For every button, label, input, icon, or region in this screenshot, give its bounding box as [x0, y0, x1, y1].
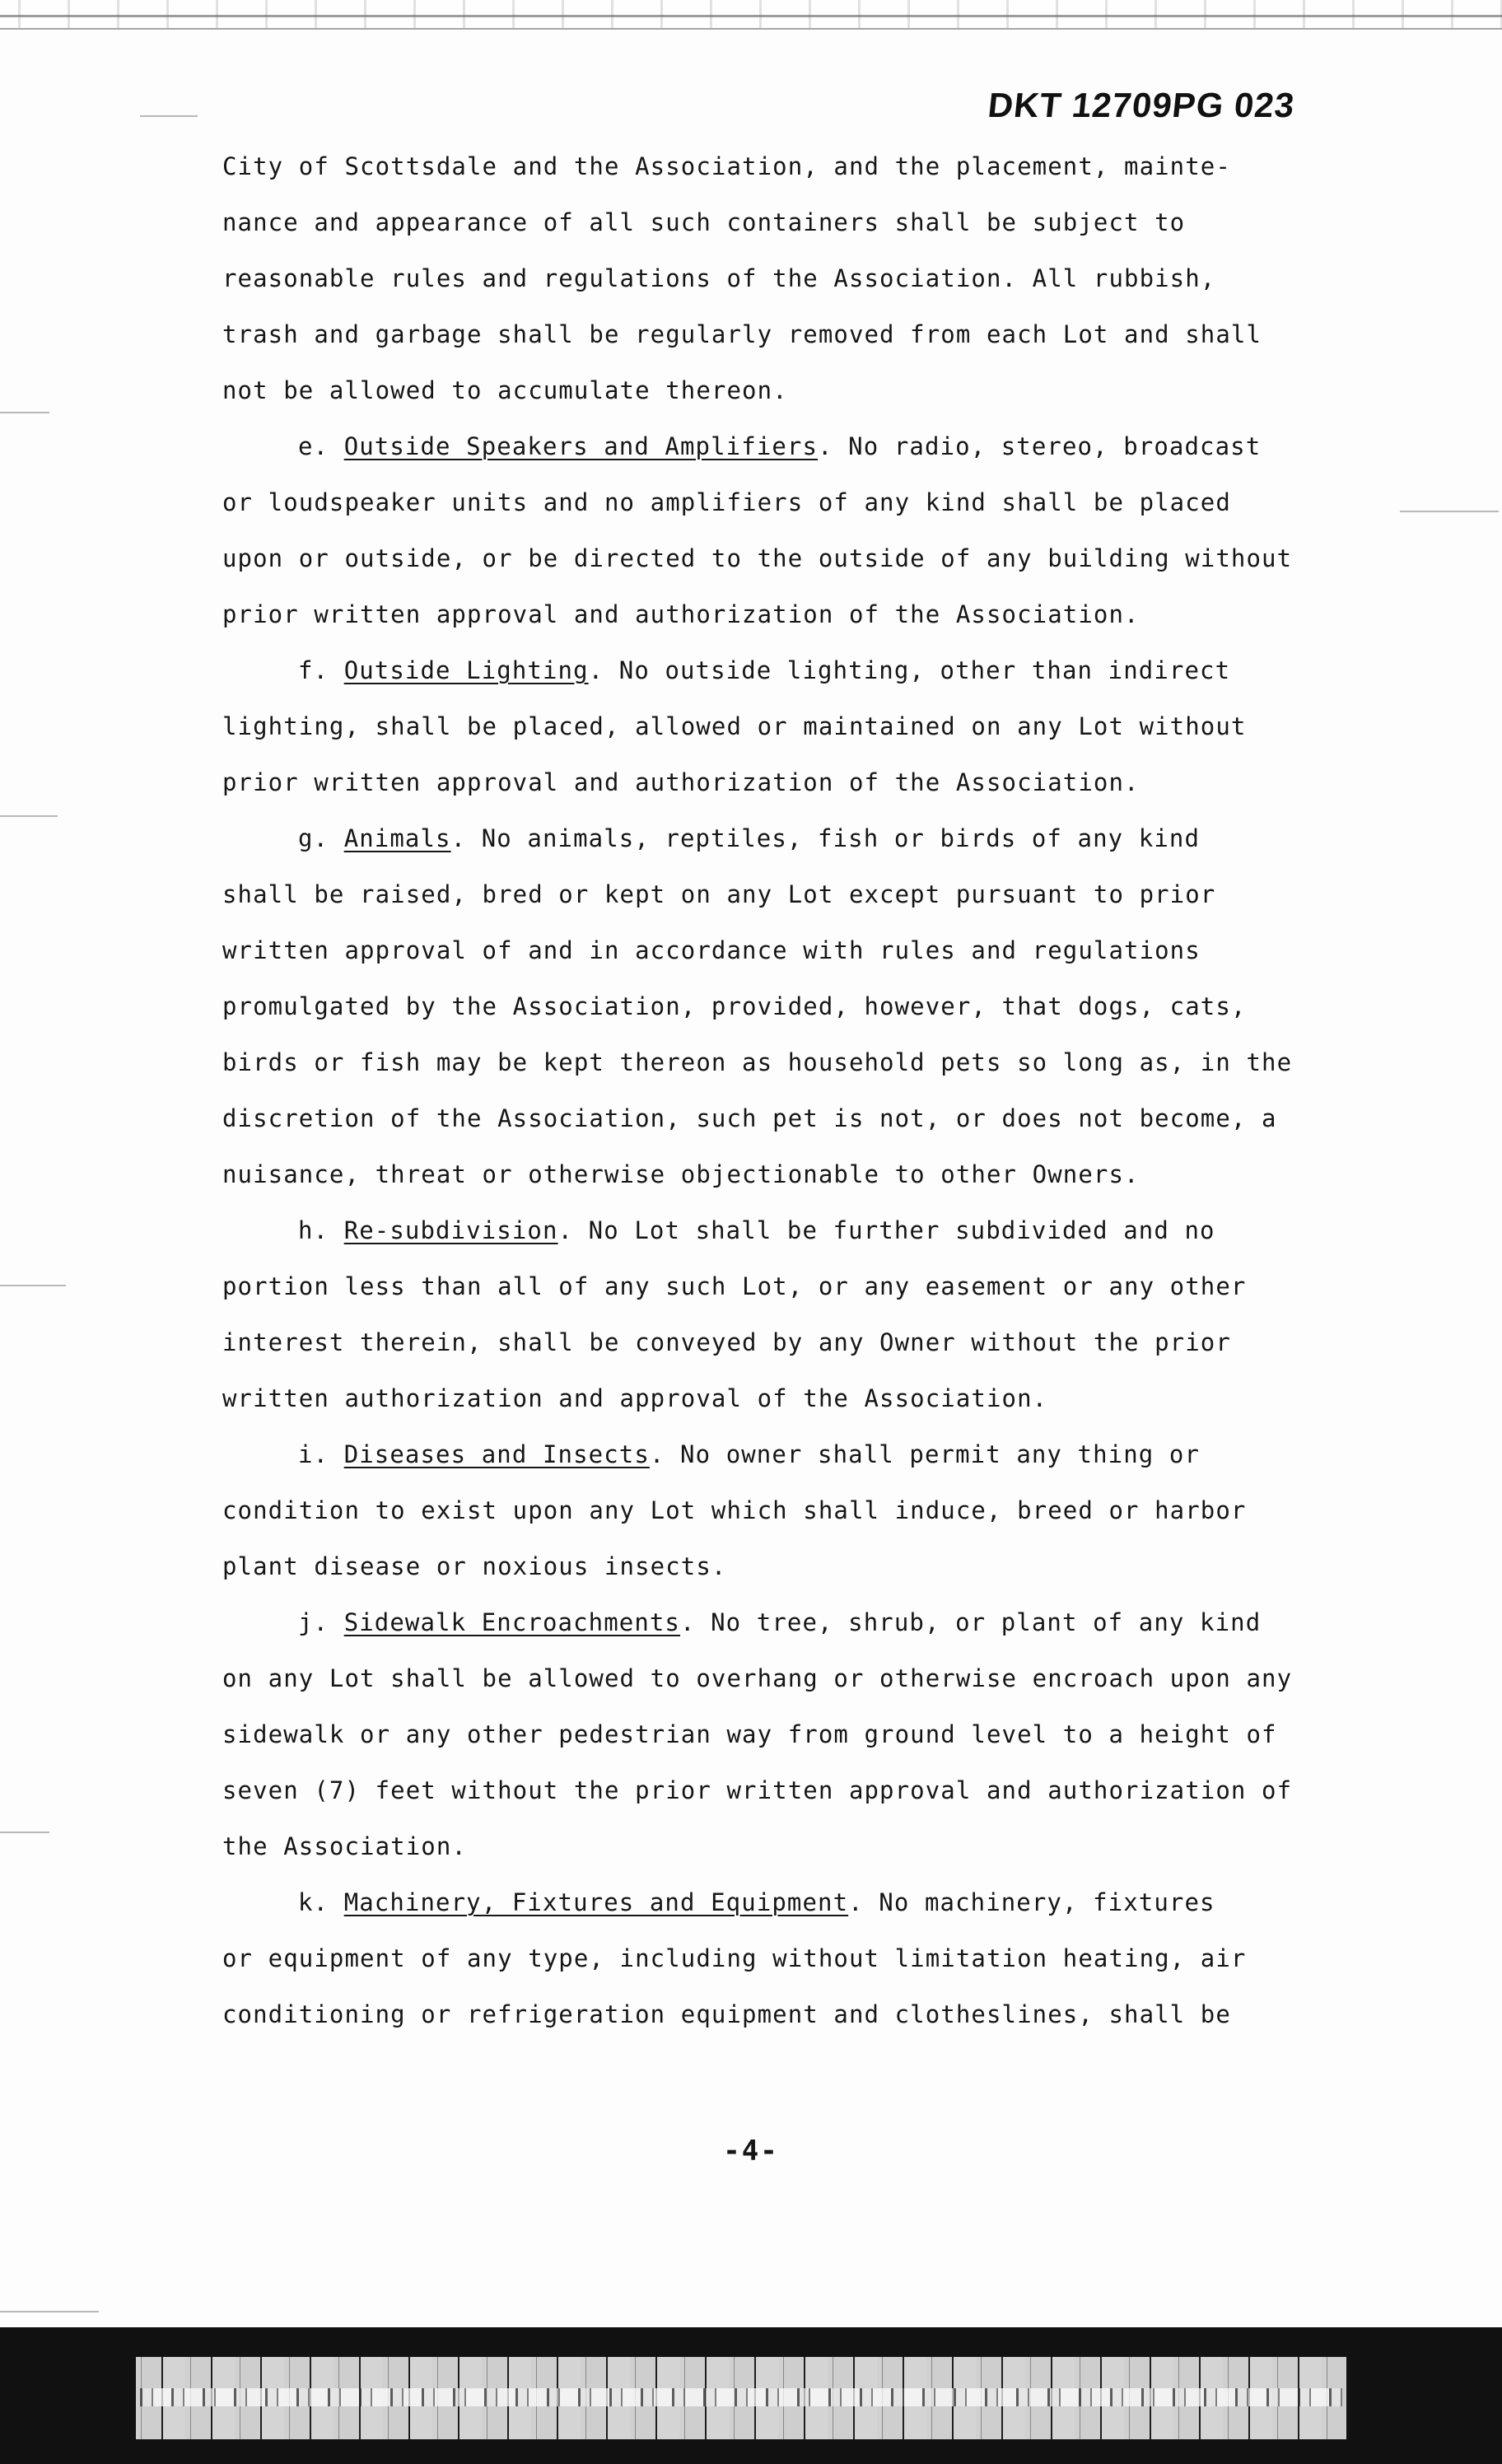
line-text: . No outside lighting, other than indirect [588, 656, 1231, 684]
text-line [222, 698, 1309, 754]
section-marker: i. [298, 1440, 329, 1468]
line-text: or loudspeaker units and no amplifiers of any kind shall be placed [222, 488, 1231, 516]
line-text: written authorization and approval of the Association. [222, 1384, 1048, 1412]
line-text: lighting, shall be placed, allowed or maintained on any Lot without [222, 712, 1247, 740]
text-line [222, 1762, 1309, 1818]
document-body [222, 138, 1309, 2042]
line-text: interest therein, shall be conveyed by any Owner without the prior [222, 1328, 1231, 1356]
section-heading: Machinery, Fixtures and Equipment [343, 1888, 849, 1916]
line-text: . No owner shall permit any thing or [649, 1440, 1201, 1468]
section-start-line [222, 810, 1309, 866]
line-text: shall be raised, bred or kept on any Lot except pursuant to prior [222, 880, 1216, 908]
line-text: or equipment of any type, including without limitation heating, air [222, 1944, 1247, 1972]
section-start-line [222, 642, 1309, 698]
text-line [222, 138, 1309, 194]
text-line [222, 1090, 1309, 1146]
line-text: nance and appearance of all such containers shall be subject to [222, 208, 1186, 236]
section-heading: Sidewalk Encroachments [343, 1608, 680, 1636]
text-line [222, 306, 1309, 362]
text-line [222, 474, 1309, 530]
section-start-line [222, 1874, 1309, 1930]
margin-mark [0, 815, 58, 817]
text-line [222, 1706, 1309, 1762]
line-text: on any Lot shall be allowed to overhang or otherwise encroach upon any [222, 1664, 1293, 1692]
page-number: -4- [723, 2135, 779, 2168]
line-text: portion less than all of any such Lot, or any easement or any other [222, 1272, 1247, 1300]
text-line [222, 866, 1309, 922]
text-line [222, 250, 1309, 306]
text-line [222, 1258, 1309, 1314]
text-line [222, 754, 1309, 810]
scan-line-top [0, 15, 1502, 17]
text-line [222, 922, 1309, 978]
line-text: . No Lot shall be further subdivided and no [557, 1216, 1215, 1244]
line-text: conditioning or refrigeration equipment and clotheslines, shall be [222, 2000, 1231, 2028]
section-marker: h. [298, 1216, 329, 1244]
text-line [222, 1146, 1309, 1202]
book-page-reference: DKT 12709PG 023 [986, 86, 1297, 124]
line-text: plant disease or noxious insects. [222, 1552, 727, 1580]
margin-mark [0, 1832, 49, 1833]
line-text: upon or outside, or be directed to the outside of any building without [222, 544, 1293, 572]
scan-band-bottom-strip [140, 2388, 1342, 2406]
text-line [222, 530, 1309, 586]
text-line [222, 1034, 1309, 1090]
text-line [222, 586, 1309, 642]
line-text: . No tree, shrub, or plant of any kind [680, 1608, 1262, 1636]
line-text: the Association. [222, 1832, 467, 1860]
margin-mark [0, 2311, 99, 2312]
margin-mark [140, 115, 198, 117]
section-marker: j. [298, 1608, 329, 1636]
section-heading: Re-subdivision [343, 1216, 558, 1244]
line-text: reasonable rules and regulations of the Association. All rubbish, [222, 264, 1216, 292]
text-line [222, 1370, 1309, 1426]
line-text: written approval of and in accordance with rules and regulations [222, 936, 1201, 964]
text-line [222, 1818, 1309, 1874]
margin-mark [0, 1285, 66, 1286]
line-text: prior written approval and authorization of the Association. [222, 768, 1140, 796]
section-marker: f. [298, 656, 329, 684]
text-line [222, 362, 1309, 418]
section-start-line [222, 1202, 1309, 1258]
line-text: promulgated by the Association, provided, however, that dogs, cats, [222, 992, 1247, 1020]
line-text: . No animals, reptiles, fish or birds of any kind [450, 824, 1201, 852]
section-start-line [222, 1594, 1309, 1650]
text-line [222, 1482, 1309, 1538]
margin-mark [0, 412, 49, 413]
section-heading: Diseases and Insects [343, 1440, 650, 1468]
line-text: sidewalk or any other pedestrian way from ground level to a height of [222, 1720, 1277, 1748]
line-text: . No radio, stereo, broadcast [818, 432, 1262, 460]
line-text: birds or fish may be kept thereon as household pets so long as, in the [222, 1048, 1293, 1076]
line-text: seven (7) feet without the prior written approval and authorization of [222, 1776, 1293, 1804]
section-heading: Animals [343, 824, 451, 852]
section-start-line [222, 418, 1309, 474]
line-text: trash and garbage shall be regularly removed from each Lot and shall [222, 320, 1262, 348]
text-line [222, 1986, 1309, 2042]
margin-mark [1400, 511, 1499, 512]
line-text: . No machinery, fixtures [848, 1888, 1215, 1916]
section-heading: Outside Speakers and Amplifiers [343, 432, 819, 460]
text-line [222, 1650, 1309, 1706]
section-marker: k. [298, 1888, 329, 1916]
text-line [222, 1314, 1309, 1370]
section-start-line [222, 1426, 1309, 1482]
text-line [222, 978, 1309, 1034]
line-text: City of Scottsdale and the Association, and the placement, mainte- [222, 152, 1231, 180]
line-text: nuisance, threat or otherwise objectionable to other Owners. [222, 1160, 1140, 1188]
line-text: condition to exist upon any Lot which shall induce, breed or harbor [222, 1496, 1247, 1524]
text-line [222, 1930, 1309, 1986]
line-text: discretion of the Association, such pet is not, or does not become, a [222, 1104, 1277, 1132]
text-line [222, 194, 1309, 250]
text-line [222, 1538, 1309, 1594]
section-heading: Outside Lighting [343, 656, 589, 684]
line-text: prior written approval and authorization of the Association. [222, 600, 1140, 628]
line-text: not be allowed to accumulate thereon. [222, 376, 788, 404]
section-marker: g. [298, 824, 329, 852]
section-marker: e. [298, 432, 329, 460]
